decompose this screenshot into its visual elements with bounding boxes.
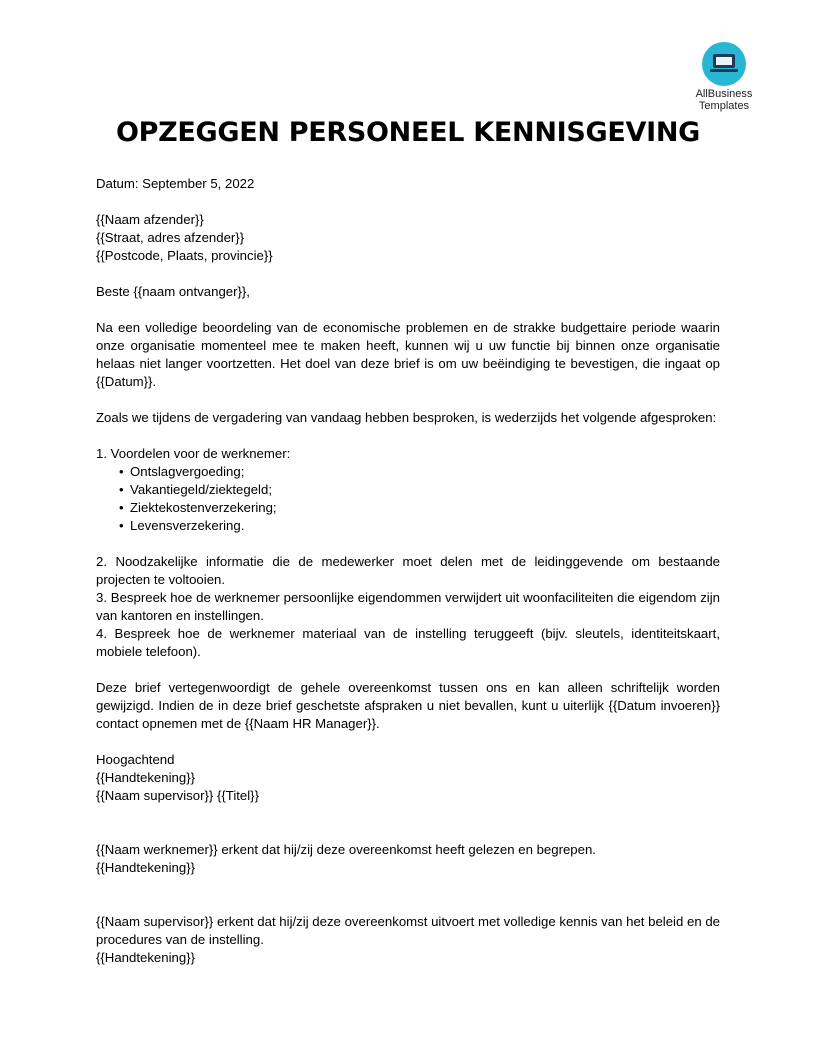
allbusiness-templates-logo	[685, 42, 763, 112]
logo-text	[685, 88, 763, 112]
logo-line-1: AllBusiness	[695, 88, 753, 100]
salutation: Beste {{naam ontvanger}},	[96, 284, 250, 299]
benefit-item: • Ontslagvergoeding;	[96, 463, 720, 481]
date-line: Datum: September 5, 2022	[96, 176, 255, 191]
employee-acknowledgement: {{Naam werknemer}} erkent dat hij/zij deze overeenkomst heeft gelezen en begrepen.	[96, 842, 596, 857]
sender-street: {{Straat, adres afzender}}	[96, 230, 245, 245]
supervisor-signature: {{Handtekening}}	[96, 950, 196, 965]
point-3: 3. Bespreek hoe de werknemer persoonlijke eigendommen verwijdert uit woonfaciliteiten die eigendom zijn van kantoren en instellingen.	[96, 590, 720, 623]
benefit-item: • Levensverzekering.	[96, 517, 720, 535]
letter-body	[96, 175, 720, 967]
benefits-list	[96, 463, 720, 535]
closing-paragraph: Deze brief vertegenwoordigt de gehele overeenkomst tussen ons en kan alleen schriftelijk worden gewijzigd. Indien de in deze brief geschetste afspraken u niet bevallen, kunt u uiterlijk {{Datum invoeren}} contact opnemen met de {{Naam HR Manager}}.	[96, 680, 720, 731]
sender-postcode: {{Postcode, Plaats, provincie}}	[96, 248, 273, 263]
sign-off: Hoogachtend	[96, 752, 175, 767]
benefit-item: • Vakantiegeld/ziektegeld;	[96, 481, 720, 499]
employee-signature: {{Handtekening}}	[96, 860, 196, 875]
agreed-line: Zoals we tijdens de vergadering van vandaag hebben besproken, is wederzijds het volgende afgesproken:	[96, 410, 717, 425]
document-title: OPZEGGEN PERSONEEL KENNISGEVING	[115, 117, 701, 148]
point-2: 2. Noodzakelijke informatie die de medewerker moet delen met de leidinggevende om bestaande projecten te voltooien.	[96, 554, 720, 587]
supervisor-line: {{Naam supervisor}} {{Titel}}	[96, 788, 259, 803]
sender-name: {{Naam afzender}}	[96, 212, 204, 227]
point-4: 4. Bespreek hoe de werknemer materiaal van de instelling teruggeeft (bijv. sleutels, identiteitskaart, mobiele telefoon).	[96, 626, 720, 659]
point-1-title: 1. Voordelen voor de werknemer:	[96, 446, 291, 461]
intro-paragraph: Na een volledige beoordeling van de economische problemen en de strakke budgettaire periode waarin onze organisatie momenteel mee te maken heeft, kunnen wij u uw functie bij binnen onze organisatie helaas niet langer voortzetten. Het doel van deze brief is om uw beëindiging te bevestigen, die ingaat op {{Datum}}.	[96, 320, 720, 389]
signature-placeholder: {{Handtekening}}	[96, 770, 196, 785]
supervisor-acknowledgement: {{Naam supervisor}} erkent dat hij/zij deze overeenkomst uitvoert met volledige kennis van het beleid en de procedures van de instelling.	[96, 914, 720, 947]
benefit-item: • Ziektekostenverzekering;	[96, 499, 720, 517]
logo-line-2: Templates	[698, 100, 750, 112]
laptop-icon	[702, 42, 746, 86]
